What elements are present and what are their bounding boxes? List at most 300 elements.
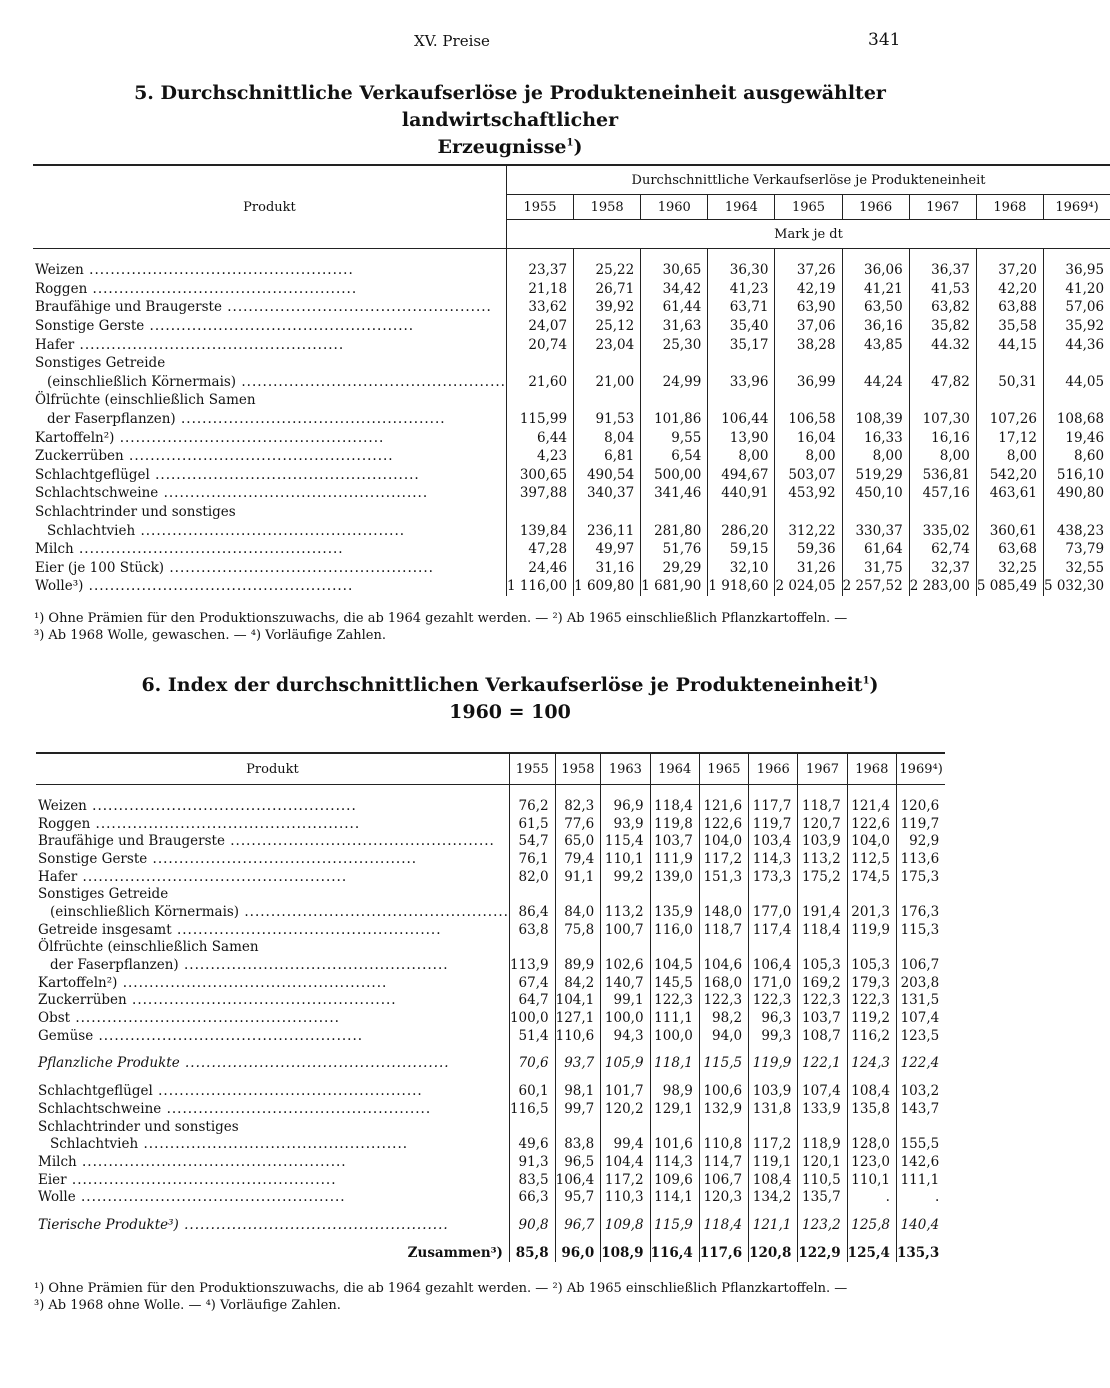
table-cell: 124,3 bbox=[847, 1055, 896, 1073]
row-label bbox=[33, 447, 506, 466]
table-cell: 168,0 bbox=[699, 974, 748, 992]
table-row bbox=[33, 354, 1110, 373]
row-label bbox=[36, 1055, 509, 1073]
table6-title: 6. Index der durchschnittlichen Verkaufserlöse je Produkteneinheit$^1$) 1960 = 100 bbox=[60, 672, 960, 726]
table-cell: 114,7 bbox=[699, 1153, 748, 1171]
table-cell: 108,39 bbox=[842, 410, 909, 429]
table-cell: 64,7 bbox=[509, 992, 555, 1010]
table-cell bbox=[842, 354, 909, 373]
table-cell: 5 085,49 bbox=[976, 577, 1043, 596]
table-cell: 37,20 bbox=[976, 261, 1043, 280]
table-cell: 8,00 bbox=[708, 447, 775, 466]
table-cell: 117,4 bbox=[749, 921, 798, 939]
row-label bbox=[36, 832, 509, 850]
row-label-text: Sonstige Gerste bbox=[35, 318, 145, 335]
table6-title-sup: 1 bbox=[862, 675, 870, 687]
table-row bbox=[33, 280, 1110, 299]
table-cell bbox=[555, 1118, 601, 1136]
table-cell: 133,9 bbox=[798, 1100, 847, 1118]
table-cell: 111,1 bbox=[896, 1171, 945, 1189]
row-label bbox=[36, 1188, 509, 1206]
table-cell bbox=[601, 885, 650, 903]
leader-dots bbox=[225, 833, 495, 849]
table-row bbox=[33, 484, 1110, 503]
table-cell: 122,6 bbox=[699, 815, 748, 833]
table-cell: 93,9 bbox=[601, 815, 650, 833]
table-cell: 60,1 bbox=[509, 1082, 555, 1100]
row-label-text: Ölfrüchte (einschließlich Samen bbox=[38, 939, 259, 956]
table-cell: 2 257,52 bbox=[842, 577, 909, 596]
row-label-text: Kartoffeln²) bbox=[35, 429, 115, 446]
table-row bbox=[36, 1100, 945, 1118]
row-label bbox=[33, 261, 506, 280]
table-cell: 36,95 bbox=[1043, 261, 1110, 280]
table-cell: 63,90 bbox=[775, 298, 842, 317]
leader-dots bbox=[161, 1101, 431, 1117]
table-cell bbox=[798, 885, 847, 903]
table-row bbox=[33, 540, 1110, 559]
leader-dots bbox=[236, 374, 506, 390]
row-label bbox=[36, 1009, 509, 1027]
row-label bbox=[36, 797, 509, 815]
table-cell: 5 032,30 bbox=[1043, 577, 1110, 596]
table-cell: 63,82 bbox=[909, 298, 976, 317]
table-cell: 142,6 bbox=[896, 1153, 945, 1171]
table-cell: 32,55 bbox=[1043, 559, 1110, 578]
table-cell: 108,9 bbox=[601, 1244, 650, 1262]
table-row bbox=[33, 577, 1110, 596]
table-cell bbox=[909, 354, 976, 373]
table-cell bbox=[641, 391, 708, 410]
row-label-text: Schlachtgeflügel bbox=[35, 466, 150, 483]
leader-dots bbox=[222, 299, 492, 315]
table-cell: 30,65 bbox=[641, 261, 708, 280]
table-cell: 75,8 bbox=[555, 921, 601, 939]
table5-product-header: Produkt bbox=[33, 166, 506, 249]
row-label bbox=[36, 1216, 509, 1234]
table-row bbox=[33, 559, 1110, 578]
table-cell: 108,7 bbox=[798, 1027, 847, 1045]
table-cell: 63,88 bbox=[976, 298, 1043, 317]
table-cell: 119,2 bbox=[847, 1009, 896, 1027]
row-label bbox=[33, 577, 506, 596]
table-cell bbox=[976, 354, 1043, 373]
table-cell bbox=[641, 354, 708, 373]
table-cell: 112,5 bbox=[847, 850, 896, 868]
table-cell: 99,4 bbox=[601, 1135, 650, 1153]
row-label-text: Gemüse bbox=[38, 1027, 94, 1044]
table-cell: 516,10 bbox=[1043, 466, 1110, 485]
row-label bbox=[33, 503, 506, 522]
table-cell: 135,3 bbox=[896, 1244, 945, 1262]
row-label bbox=[33, 540, 506, 559]
table-cell: 25,30 bbox=[641, 335, 708, 354]
table-cell: 122,3 bbox=[749, 992, 798, 1010]
table-cell: 123,5 bbox=[896, 1027, 945, 1045]
table-row bbox=[36, 921, 945, 939]
table-cell: 35,17 bbox=[708, 335, 775, 354]
table-cell: 118,4 bbox=[650, 797, 699, 815]
table-cell: 32,10 bbox=[708, 559, 775, 578]
table-cell: 115,9 bbox=[650, 1216, 699, 1234]
table-cell: 134,2 bbox=[749, 1188, 798, 1206]
table-cell: 44,24 bbox=[842, 373, 909, 392]
leader-dots bbox=[172, 922, 442, 938]
table-cell: 116,5 bbox=[509, 1100, 555, 1118]
table-cell bbox=[749, 885, 798, 903]
table-cell: 118,7 bbox=[699, 921, 748, 939]
table-cell: 155,5 bbox=[896, 1135, 945, 1153]
table-cell: 96,9 bbox=[601, 797, 650, 815]
table-cell: 116,0 bbox=[650, 921, 699, 939]
leader-dots bbox=[76, 1189, 346, 1205]
table-cell: 85,8 bbox=[509, 1244, 555, 1262]
row-label-text: Wolle bbox=[38, 1189, 76, 1206]
row-label bbox=[36, 921, 509, 939]
table-cell: 84,2 bbox=[555, 974, 601, 992]
table6-footnote-1: ¹) Ohne Prämien für den Produktionszuwachs, die ab 1964 gezahlt werden. — ²) Ab 1965 einschließlich Pflanzkartoffeln. — bbox=[34, 1281, 848, 1296]
table-row bbox=[36, 1153, 945, 1171]
table-cell: 106,44 bbox=[708, 410, 775, 429]
table-cell: 99,7 bbox=[555, 1100, 601, 1118]
table-cell bbox=[699, 885, 748, 903]
table-cell: 104,6 bbox=[699, 956, 748, 974]
table-cell: 61,64 bbox=[842, 540, 909, 559]
table-cell: 148,0 bbox=[699, 903, 748, 921]
table6-footnotes bbox=[34, 1280, 924, 1314]
table-cell: 335,02 bbox=[909, 521, 976, 540]
table6-year-header: 1958 bbox=[555, 753, 601, 785]
table-cell: 98,1 bbox=[555, 1082, 601, 1100]
table-cell: 119,1 bbox=[749, 1153, 798, 1171]
table-cell: 106,4 bbox=[749, 956, 798, 974]
table-cell: 2 024,05 bbox=[775, 577, 842, 596]
table-cell bbox=[976, 503, 1043, 522]
table-cell bbox=[749, 939, 798, 957]
table6-header-row bbox=[36, 753, 945, 785]
table-cell: 120,6 bbox=[896, 797, 945, 815]
row-label bbox=[36, 1244, 509, 1262]
table-cell: 450,10 bbox=[842, 484, 909, 503]
table-cell: 108,4 bbox=[847, 1082, 896, 1100]
leader-dots bbox=[147, 851, 417, 867]
table-cell: 122,1 bbox=[798, 1055, 847, 1073]
table-cell: 89,9 bbox=[555, 956, 601, 974]
row-label-text: Schlachtgeflügel bbox=[38, 1083, 153, 1100]
table-cell bbox=[555, 939, 601, 957]
table-cell: 63,50 bbox=[842, 298, 909, 317]
table-cell: 1 681,90 bbox=[641, 577, 708, 596]
table-cell: 24,46 bbox=[506, 559, 573, 578]
table-cell bbox=[650, 885, 699, 903]
table-cell: 109,8 bbox=[601, 1216, 650, 1234]
table-cell: 31,75 bbox=[842, 559, 909, 578]
table-cell bbox=[506, 391, 573, 410]
table-cell: 99,1 bbox=[601, 992, 650, 1010]
table-cell: 110,8 bbox=[699, 1135, 748, 1153]
table-cell: 35,40 bbox=[708, 317, 775, 336]
table5-year-header: 1965 bbox=[775, 195, 842, 220]
row-label-text: Pflanzliche Produkte bbox=[38, 1055, 180, 1072]
table-cell bbox=[775, 354, 842, 373]
table-cell: 177,0 bbox=[749, 903, 798, 921]
row-label bbox=[36, 1118, 509, 1136]
table-cell: 122,3 bbox=[699, 992, 748, 1010]
table-cell: 453,92 bbox=[775, 484, 842, 503]
table-cell bbox=[976, 391, 1043, 410]
row-label-text: Braufähige und Braugerste bbox=[35, 299, 222, 316]
table-cell: 108,4 bbox=[749, 1171, 798, 1189]
table-cell: 17,12 bbox=[976, 428, 1043, 447]
table5-footnote-2: ³) Ab 1968 Wolle, gewaschen. — ⁴) Vorläufige Zahlen. bbox=[34, 628, 386, 643]
table-cell: 99,2 bbox=[601, 868, 650, 886]
row-label-text: Braufähige und Braugerste bbox=[38, 833, 225, 850]
table-cell: 340,37 bbox=[574, 484, 641, 503]
table-cell: 106,7 bbox=[699, 1171, 748, 1189]
table-cell: 173,3 bbox=[749, 868, 798, 886]
table-cell: 360,61 bbox=[976, 521, 1043, 540]
table-cell: 92,9 bbox=[896, 832, 945, 850]
table-cell: 96,0 bbox=[555, 1244, 601, 1262]
table-cell bbox=[1043, 391, 1110, 410]
table-cell: 135,7 bbox=[798, 1188, 847, 1206]
row-label bbox=[36, 974, 509, 992]
row-label-text: Milch bbox=[35, 541, 74, 558]
table-row bbox=[33, 391, 1110, 410]
table-cell: 105,9 bbox=[601, 1055, 650, 1073]
table-cell: 113,2 bbox=[798, 850, 847, 868]
table6-footnote-2: ³) Ab 1968 ohne Wolle. — ⁴) Vorläufige Zahlen. bbox=[34, 1298, 341, 1313]
leader-dots bbox=[74, 337, 344, 353]
table-cell: 21,00 bbox=[574, 373, 641, 392]
table-cell: 32,25 bbox=[976, 559, 1043, 578]
table-cell: 119,7 bbox=[749, 815, 798, 833]
table-cell: 101,86 bbox=[641, 410, 708, 429]
table-cell: 36,37 bbox=[909, 261, 976, 280]
table-cell: 116,4 bbox=[650, 1244, 699, 1262]
table5-year-header: 1964 bbox=[708, 195, 775, 220]
table-cell: 131,5 bbox=[896, 992, 945, 1010]
table-cell: 95,7 bbox=[555, 1188, 601, 1206]
table-cell: 44,36 bbox=[1043, 335, 1110, 354]
table-row bbox=[36, 1171, 945, 1189]
table-cell bbox=[896, 885, 945, 903]
table-cell bbox=[847, 939, 896, 957]
table-row bbox=[36, 1055, 945, 1073]
row-label bbox=[33, 354, 506, 373]
table-cell: 108,68 bbox=[1043, 410, 1110, 429]
leader-dots bbox=[93, 1028, 363, 1044]
table-cell: 115,99 bbox=[506, 410, 573, 429]
table-cell: 120,3 bbox=[699, 1188, 748, 1206]
table-cell bbox=[842, 391, 909, 410]
table-cell: 105,3 bbox=[847, 956, 896, 974]
leader-dots bbox=[87, 798, 357, 814]
row-label-text: Eier bbox=[38, 1171, 67, 1188]
table-cell bbox=[708, 354, 775, 373]
table-cell: 119,9 bbox=[847, 921, 896, 939]
table-cell: 121,1 bbox=[749, 1216, 798, 1234]
row-label-text: Kartoffeln²) bbox=[38, 974, 118, 991]
row-label bbox=[33, 391, 506, 410]
table-cell: 123,2 bbox=[798, 1216, 847, 1234]
table-cell: 106,7 bbox=[896, 956, 945, 974]
row-label-text: Schlachtrinder und sonstiges bbox=[35, 504, 236, 521]
table-cell: 281,80 bbox=[641, 521, 708, 540]
leader-dots bbox=[114, 430, 384, 446]
table-cell: 1 918,60 bbox=[708, 577, 775, 596]
table-cell: 440,91 bbox=[708, 484, 775, 503]
table-cell: 94,3 bbox=[601, 1027, 650, 1045]
table-cell: 99,3 bbox=[749, 1027, 798, 1045]
table5-title-line2: Erzeugnisse bbox=[437, 136, 567, 158]
leader-dots bbox=[77, 1154, 347, 1170]
table-cell: 16,33 bbox=[842, 428, 909, 447]
table-cell: 490,80 bbox=[1043, 484, 1110, 503]
table-cell: 96,3 bbox=[749, 1009, 798, 1027]
table-cell: 106,4 bbox=[555, 1171, 601, 1189]
table-cell bbox=[775, 503, 842, 522]
table-cell: 286,20 bbox=[708, 521, 775, 540]
table-cell: 42,20 bbox=[976, 280, 1043, 299]
row-label-text: Schlachtvieh bbox=[47, 522, 136, 539]
table-cell: 140,7 bbox=[601, 974, 650, 992]
row-label bbox=[33, 466, 506, 485]
table-cell: 140,4 bbox=[896, 1216, 945, 1234]
table-row bbox=[36, 956, 945, 974]
table-cell: 59,15 bbox=[708, 540, 775, 559]
table6-year-header: 1966 bbox=[749, 753, 798, 785]
table-cell: 8,00 bbox=[842, 447, 909, 466]
row-label-text: (einschließlich Körnermais) bbox=[50, 903, 240, 920]
table-cell: 118,7 bbox=[798, 797, 847, 815]
table-cell: 438,23 bbox=[1043, 521, 1110, 540]
row-label-text: Schlachtvieh bbox=[50, 1136, 139, 1153]
table6-year-header: 1955 bbox=[509, 753, 555, 785]
row-label bbox=[33, 317, 506, 336]
leader-dots bbox=[164, 560, 434, 576]
table-cell bbox=[909, 503, 976, 522]
table-row bbox=[33, 503, 1110, 522]
table-cell: 90,8 bbox=[509, 1216, 555, 1234]
table-cell: 63,8 bbox=[509, 921, 555, 939]
row-label bbox=[33, 280, 506, 299]
table-cell: 117,6 bbox=[699, 1244, 748, 1262]
table-cell: 96,7 bbox=[555, 1216, 601, 1234]
table-cell bbox=[798, 939, 847, 957]
table-cell: 32,37 bbox=[909, 559, 976, 578]
table-cell: 16,16 bbox=[909, 428, 976, 447]
table-cell bbox=[847, 885, 896, 903]
table-cell: 49,6 bbox=[509, 1135, 555, 1153]
table-cell: 2 283,00 bbox=[909, 577, 976, 596]
table-row bbox=[36, 815, 945, 833]
table-cell: 135,8 bbox=[847, 1100, 896, 1118]
table-cell bbox=[842, 503, 909, 522]
table-cell: 91,53 bbox=[574, 410, 641, 429]
table-cell: 104,4 bbox=[601, 1153, 650, 1171]
table-cell: 24,07 bbox=[506, 317, 573, 336]
table-cell: 76,1 bbox=[509, 850, 555, 868]
row-label-text: Sonstige Gerste bbox=[38, 850, 148, 867]
table5-footnotes bbox=[34, 610, 924, 644]
table-cell: 44.32 bbox=[909, 335, 976, 354]
leader-dots bbox=[70, 1010, 340, 1026]
table-cell: 36,30 bbox=[708, 261, 775, 280]
leader-dots bbox=[67, 1172, 337, 1188]
table-row bbox=[36, 850, 945, 868]
table6-title-line2: 1960 = 100 bbox=[449, 701, 571, 723]
table6 bbox=[36, 752, 945, 1262]
table-cell: 341,46 bbox=[641, 484, 708, 503]
row-label bbox=[36, 1027, 509, 1045]
leader-dots bbox=[176, 411, 446, 427]
table5-year-header: 1966 bbox=[842, 195, 909, 220]
table-cell: 151,3 bbox=[699, 868, 748, 886]
table-cell: 36,16 bbox=[842, 317, 909, 336]
leader-dots bbox=[144, 318, 414, 334]
table-cell: 6,81 bbox=[574, 447, 641, 466]
table-cell: 106,58 bbox=[775, 410, 842, 429]
table-cell: 145,5 bbox=[650, 974, 699, 992]
table-cell: 98,9 bbox=[650, 1082, 699, 1100]
table-cell bbox=[574, 503, 641, 522]
table6-gap bbox=[36, 1234, 945, 1244]
table-cell: 21,60 bbox=[506, 373, 573, 392]
leader-dots bbox=[124, 448, 394, 464]
table-cell: 25,22 bbox=[574, 261, 641, 280]
table-cell: 463,61 bbox=[976, 484, 1043, 503]
table-cell: 119,7 bbox=[896, 815, 945, 833]
leader-dots bbox=[127, 992, 397, 1008]
table-cell: 9,55 bbox=[641, 428, 708, 447]
table-cell: 542,20 bbox=[976, 466, 1043, 485]
table-cell bbox=[509, 939, 555, 957]
row-label-text: (einschließlich Körnermais) bbox=[47, 373, 237, 390]
table-cell: 135,9 bbox=[650, 903, 699, 921]
table6-year-header: 1967 bbox=[798, 753, 847, 785]
row-label-text: Getreide insgesamt bbox=[38, 921, 172, 938]
table-cell: 111,9 bbox=[650, 850, 699, 868]
table-cell: 103,7 bbox=[798, 1009, 847, 1027]
table-cell: 107,30 bbox=[909, 410, 976, 429]
row-label-text: Roggen bbox=[38, 815, 91, 832]
row-label-text: der Faserpflanzen) bbox=[47, 411, 176, 428]
row-label bbox=[36, 1100, 509, 1118]
table-row bbox=[33, 335, 1110, 354]
table-cell: 4,23 bbox=[506, 447, 573, 466]
row-label-text: Eier (je 100 Stück) bbox=[35, 559, 165, 576]
row-label bbox=[33, 484, 506, 503]
table-cell: . bbox=[896, 1188, 945, 1206]
table6-gap bbox=[36, 1045, 945, 1055]
table-cell: 113,6 bbox=[896, 850, 945, 868]
table-cell: 201,3 bbox=[847, 903, 896, 921]
table-cell: 118,4 bbox=[699, 1216, 748, 1234]
table5-year-header: 1969⁴) bbox=[1043, 195, 1110, 220]
table-cell bbox=[1043, 354, 1110, 373]
row-label bbox=[33, 298, 506, 317]
table-cell: 38,28 bbox=[775, 335, 842, 354]
table-cell bbox=[601, 939, 650, 957]
table-cell bbox=[641, 503, 708, 522]
table-cell: 29,29 bbox=[641, 559, 708, 578]
table-cell: 114,3 bbox=[650, 1153, 699, 1171]
table5-year-header: 1967 bbox=[909, 195, 976, 220]
table-cell: 236,11 bbox=[574, 521, 641, 540]
table-cell: 41,53 bbox=[909, 280, 976, 299]
table-cell: 122,3 bbox=[650, 992, 699, 1010]
